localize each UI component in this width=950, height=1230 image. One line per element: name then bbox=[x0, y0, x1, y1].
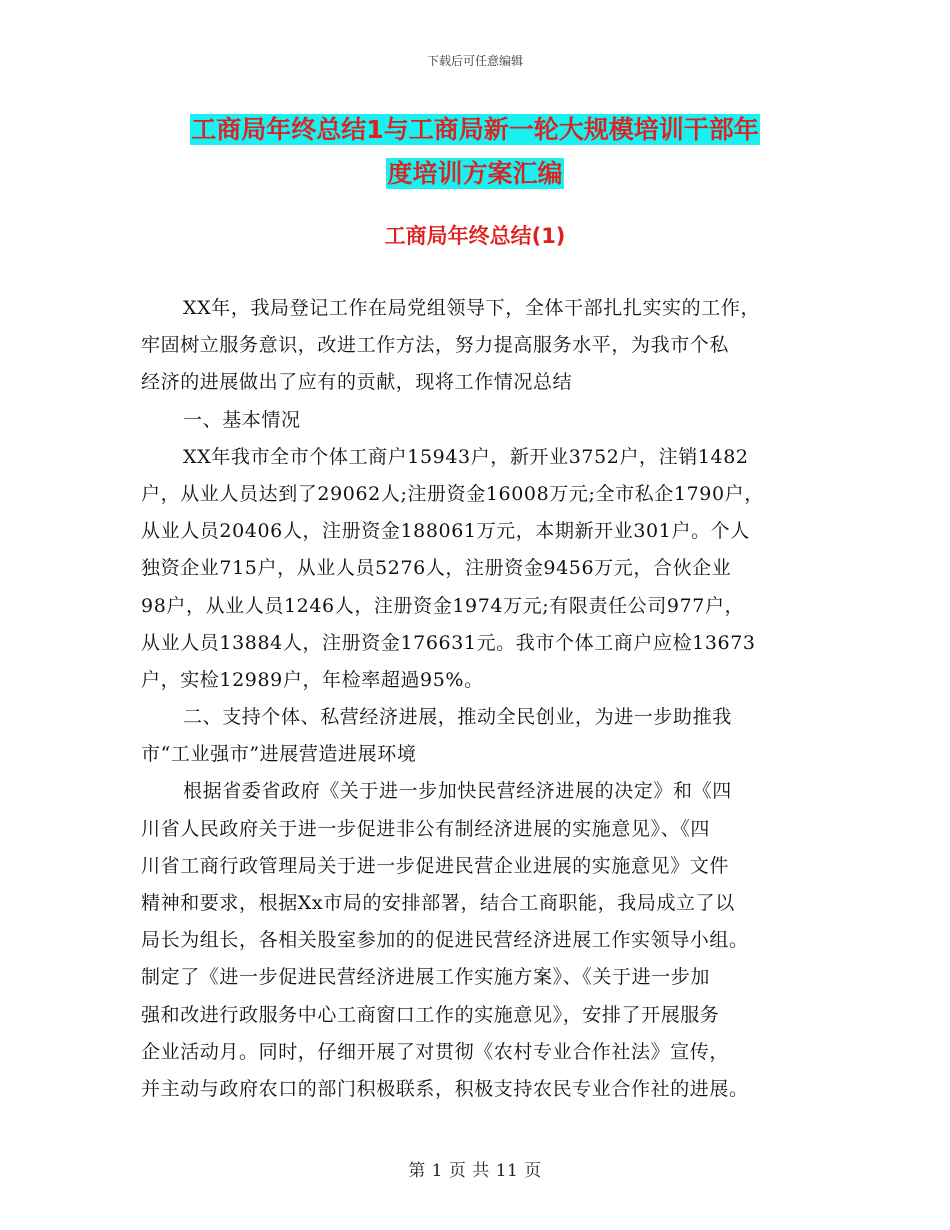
document-title-text-2: 度培训方案汇编 bbox=[387, 159, 563, 188]
paragraph-line: 户，实检12989户，年检率超過95%。 bbox=[141, 668, 484, 691]
document-title-line-2 bbox=[140, 156, 810, 192]
paragraph-line: 企业活动月。同时，仔细开展了对贯彻《农村专业合作社法》宣传， bbox=[141, 1040, 730, 1063]
paragraph-line: 根据省委省政府《关于进一步加快民营经济进展的决定》和《四 bbox=[183, 780, 732, 803]
paragraph-line: 从业人员20406人，注册资金188061万元，本期新开业301户。个人 bbox=[141, 520, 750, 543]
paragraph-line: 局长为组长，各相关股室参加的的促进民营经济进展工作实领导小组。 bbox=[141, 929, 749, 952]
paragraph-line: 户，从业人员达到了29062人;注册资金16008万元;全市私企1790户， bbox=[141, 482, 764, 505]
paragraph-line: 98户，从业人员1246人，注册资金1974万元;有限责任公司977户， bbox=[141, 594, 745, 617]
paragraph-line: 强和改进行政服务中心工商窗口工作的实施意见》，安排了开展服务 bbox=[141, 1003, 720, 1026]
paragraph-line: XX年我市全市个体工商户15943户，新开业3752户，注销1482 bbox=[183, 445, 749, 468]
page-footer: 第 1 页 共 11 页 bbox=[408, 1161, 542, 1181]
paragraph-line: 精神和要求，根据Xx市局的安排部署，结合工商职能，我局成立了以 bbox=[141, 892, 735, 914]
paragraph-line: 川省工商行政管理局关于进一步促进民营企业进展的实施意见》文件 bbox=[141, 854, 730, 877]
subheading-support: 二、支持个体、私营经济进展，推动全民创业，为进一步助推我 bbox=[183, 706, 732, 729]
paragraph-line: 并主动与政府农口的部门积极联系，积极支持农民专业合作社的进展。 bbox=[141, 1077, 749, 1100]
paragraph-line: 牢固树立服务意识，改进工作方法，努力提高服务水平，为我市个私 bbox=[141, 334, 730, 357]
paragraph-line: XX年，我局登记工作在局党组领导下，全体干部扎扎实实的工作， bbox=[183, 297, 761, 319]
document-title-line-1 bbox=[140, 112, 810, 148]
paragraph-line: 制定了《进一步促进民营经济进展工作实施方案》、《关于进一步加 bbox=[141, 966, 711, 989]
section-heading: 工商局年终总结(1) bbox=[384, 224, 566, 248]
body-text bbox=[141, 290, 821, 1108]
paragraph-line: 川省人民政府关于进一步促进非公有制经济进展的实施意见》、《四 bbox=[141, 817, 711, 840]
document-title-text-1: 工商局年终总结1与工商局新一轮大规模培训干部年 bbox=[191, 115, 759, 144]
paragraph-line: 独资企业715户，从业人员5276人，注册资金9456万元，合伙企业 bbox=[141, 557, 732, 580]
paragraph-line: 经济的进展做出了应有的贡献，现将工作情况总结 bbox=[141, 371, 573, 394]
subheading-basic-situation: 一、基本情况 bbox=[183, 408, 301, 431]
header-note: 下载后可任意编辑 bbox=[426, 54, 523, 68]
paragraph-line: 从业人员13884人，注册资金176631元。我市个体工商户应检13673 bbox=[141, 631, 756, 654]
paragraph-line: 市“工业强市”进展营造进展环境 bbox=[141, 743, 417, 766]
